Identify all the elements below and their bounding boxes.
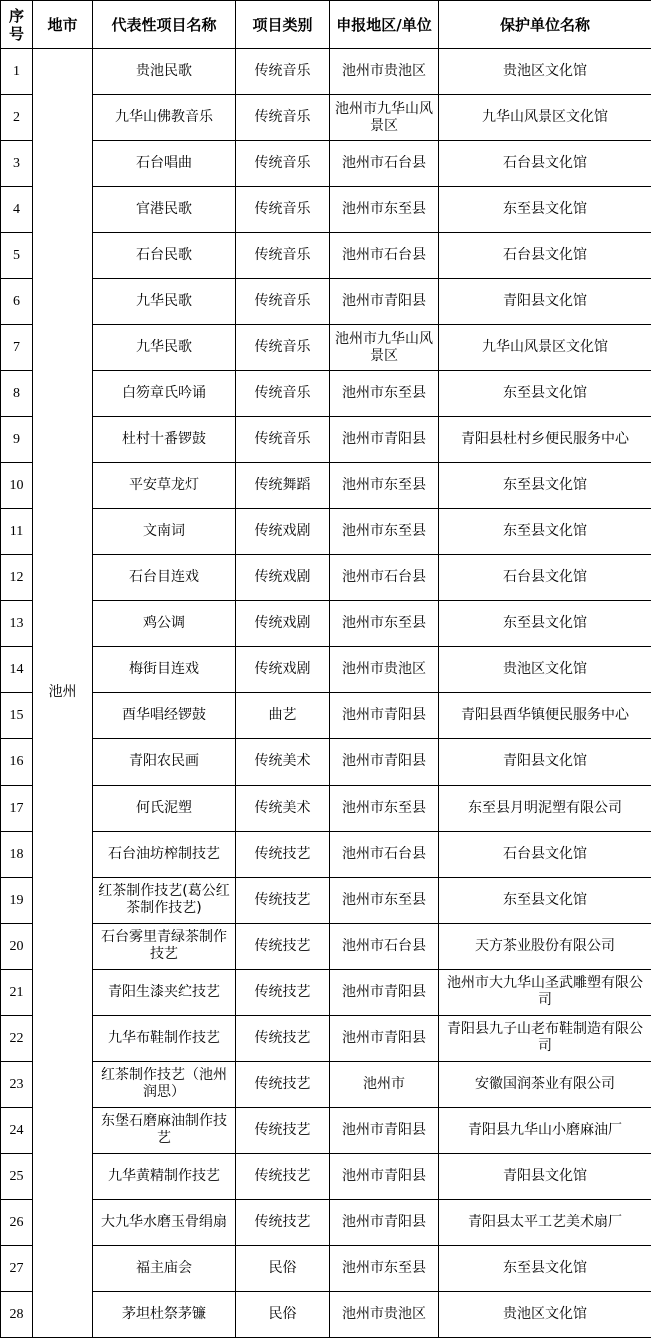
cell-category: 传统音乐 <box>236 417 330 463</box>
cell-index: 6 <box>1 279 33 325</box>
cell-region: 池州市东至县 <box>330 601 439 647</box>
cell-index: 24 <box>1 1107 33 1153</box>
cell-index: 4 <box>1 187 33 233</box>
cell-project-name: 石台目连戏 <box>93 555 236 601</box>
cell-index: 9 <box>1 417 33 463</box>
cell-protector: 贵池区文化馆 <box>439 647 651 693</box>
header-city: 地市 <box>33 1 93 49</box>
table-row <box>1 1107 651 1153</box>
cell-index: 8 <box>1 371 33 417</box>
cell-region: 池州市青阳县 <box>330 1107 439 1153</box>
cell-category: 传统技艺 <box>236 1199 330 1245</box>
cell-protector: 东至县文化馆 <box>439 509 651 555</box>
cell-index: 1 <box>1 49 33 95</box>
header-category: 项目类别 <box>236 1 330 49</box>
cell-index: 12 <box>1 555 33 601</box>
table-row <box>1 279 651 325</box>
cell-project-name: 九华民歌 <box>93 325 236 371</box>
table-header-row <box>1 1 651 49</box>
cell-protector: 东至县文化馆 <box>439 463 651 509</box>
cell-category: 传统技艺 <box>236 1107 330 1153</box>
cell-protector: 青阳县文化馆 <box>439 279 651 325</box>
table-row <box>1 1291 651 1337</box>
cell-category: 传统美术 <box>236 785 330 831</box>
cell-category: 传统音乐 <box>236 371 330 417</box>
table-row <box>1 1015 651 1061</box>
cell-project-name: 茅坦杜祭茅镰 <box>93 1291 236 1337</box>
cell-project-name: 东堡石磨麻油制作技艺 <box>93 1107 236 1153</box>
cell-protector: 九华山风景区文化馆 <box>439 325 651 371</box>
cell-category: 传统音乐 <box>236 49 330 95</box>
cell-category: 民俗 <box>236 1245 330 1291</box>
cell-index: 16 <box>1 739 33 785</box>
cell-protector: 东至县文化馆 <box>439 371 651 417</box>
cell-index: 13 <box>1 601 33 647</box>
cell-project-name: 平安草龙灯 <box>93 463 236 509</box>
cell-protector: 青阳县文化馆 <box>439 1153 651 1199</box>
cell-index: 2 <box>1 95 33 141</box>
cell-category: 传统美术 <box>236 739 330 785</box>
table-row <box>1 417 651 463</box>
cell-region: 池州市石台县 <box>330 831 439 877</box>
cell-protector: 东至县月明泥塑有限公司 <box>439 785 651 831</box>
cell-project-name: 石台油坊榨制技艺 <box>93 831 236 877</box>
cell-project-name: 青阳生漆夹纻技艺 <box>93 969 236 1015</box>
cell-region: 池州市石台县 <box>330 923 439 969</box>
table-row <box>1 233 651 279</box>
cell-category: 传统戏剧 <box>236 601 330 647</box>
table-row <box>1 739 651 785</box>
cell-project-name: 梅街目连戏 <box>93 647 236 693</box>
cell-category: 传统技艺 <box>236 969 330 1015</box>
table-row <box>1 325 651 371</box>
cell-category: 传统音乐 <box>236 233 330 279</box>
cell-category: 传统技艺 <box>236 831 330 877</box>
cell-category: 传统音乐 <box>236 325 330 371</box>
cell-category: 传统戏剧 <box>236 509 330 555</box>
cell-category: 传统戏剧 <box>236 647 330 693</box>
cell-index: 28 <box>1 1291 33 1337</box>
cell-project-name: 福主庙会 <box>93 1245 236 1291</box>
cell-region: 池州市东至县 <box>330 877 439 923</box>
cell-protector: 九华山风景区文化馆 <box>439 95 651 141</box>
table-row <box>1 1061 651 1107</box>
table-row <box>1 141 651 187</box>
cell-protector: 东至县文化馆 <box>439 601 651 647</box>
cell-protector: 池州市大九华山圣武雕塑有限公司 <box>439 969 651 1015</box>
cell-category: 传统技艺 <box>236 923 330 969</box>
table-row <box>1 1199 651 1245</box>
table-row <box>1 49 651 95</box>
cell-region: 池州市青阳县 <box>330 1199 439 1245</box>
cell-project-name: 白笏章氏吟诵 <box>93 371 236 417</box>
cell-index: 22 <box>1 1015 33 1061</box>
cell-region: 池州市贵池区 <box>330 49 439 95</box>
cell-category: 传统技艺 <box>236 1153 330 1199</box>
cell-index: 10 <box>1 463 33 509</box>
cell-index: 23 <box>1 1061 33 1107</box>
cell-category: 传统戏剧 <box>236 555 330 601</box>
cell-protector: 青阳县太平工艺美术扇厂 <box>439 1199 651 1245</box>
cell-index: 14 <box>1 647 33 693</box>
cell-protector: 青阳县九子山老布鞋制造有限公司 <box>439 1015 651 1061</box>
cell-region: 池州市青阳县 <box>330 1015 439 1061</box>
cell-index: 17 <box>1 785 33 831</box>
cell-category: 传统舞蹈 <box>236 463 330 509</box>
table-row <box>1 831 651 877</box>
cell-protector: 石台县文化馆 <box>439 233 651 279</box>
cell-protector: 石台县文化馆 <box>439 141 651 187</box>
cell-region: 池州市贵池区 <box>330 647 439 693</box>
cell-city: 池州 <box>33 49 93 1338</box>
cell-project-name: 石台唱曲 <box>93 141 236 187</box>
cell-index: 11 <box>1 509 33 555</box>
cell-region: 池州市石台县 <box>330 141 439 187</box>
cell-index: 7 <box>1 325 33 371</box>
table-row <box>1 95 651 141</box>
cell-index: 3 <box>1 141 33 187</box>
cell-project-name: 官港民歌 <box>93 187 236 233</box>
cell-project-name: 鸡公调 <box>93 601 236 647</box>
cell-project-name: 红茶制作技艺（池州润思） <box>93 1061 236 1107</box>
cell-protector: 贵池区文化馆 <box>439 49 651 95</box>
cell-region: 池州市东至县 <box>330 509 439 555</box>
table-row <box>1 1153 651 1199</box>
table-row <box>1 785 651 831</box>
cell-index: 18 <box>1 831 33 877</box>
table-row <box>1 923 651 969</box>
cell-project-name: 文南词 <box>93 509 236 555</box>
cell-index: 26 <box>1 1199 33 1245</box>
cell-index: 21 <box>1 969 33 1015</box>
table-body <box>1 49 651 1338</box>
cell-region: 池州市石台县 <box>330 233 439 279</box>
cell-project-name: 青阳农民画 <box>93 739 236 785</box>
table-row <box>1 555 651 601</box>
header-project-name: 代表性项目名称 <box>93 1 236 49</box>
cell-index: 20 <box>1 923 33 969</box>
cell-protector: 青阳县文化馆 <box>439 739 651 785</box>
cell-region: 池州市东至县 <box>330 463 439 509</box>
table-row <box>1 187 651 233</box>
cell-protector: 东至县文化馆 <box>439 1245 651 1291</box>
cell-project-name: 红茶制作技艺(葛公红茶制作技艺) <box>93 877 236 923</box>
cell-project-name: 九华民歌 <box>93 279 236 325</box>
cell-region: 池州市石台县 <box>330 555 439 601</box>
cell-category: 传统技艺 <box>236 877 330 923</box>
cell-category: 传统音乐 <box>236 187 330 233</box>
cell-protector: 青阳县杜村乡便民服务中心 <box>439 417 651 463</box>
cell-index: 5 <box>1 233 33 279</box>
cell-protector: 东至县文化馆 <box>439 187 651 233</box>
cell-region: 池州市青阳县 <box>330 739 439 785</box>
cell-region: 池州市九华山风景区 <box>330 95 439 141</box>
cell-project-name: 贵池民歌 <box>93 49 236 95</box>
cell-protector: 青阳县九华山小磨麻油厂 <box>439 1107 651 1153</box>
header-index: 序号 <box>1 1 33 49</box>
cell-project-name: 酉华唱经锣鼓 <box>93 693 236 739</box>
header-protector: 保护单位名称 <box>439 1 651 49</box>
cell-category: 民俗 <box>236 1291 330 1337</box>
cell-category: 传统音乐 <box>236 279 330 325</box>
cell-protector: 石台县文化馆 <box>439 555 651 601</box>
table-row <box>1 647 651 693</box>
table-row <box>1 1245 651 1291</box>
header-region: 申报地区/单位 <box>330 1 439 49</box>
cell-region: 池州市青阳县 <box>330 1153 439 1199</box>
cell-index: 15 <box>1 693 33 739</box>
table-row <box>1 371 651 417</box>
cell-protector: 石台县文化馆 <box>439 831 651 877</box>
table-row <box>1 693 651 739</box>
cell-project-name: 大九华水磨玉骨绢扇 <box>93 1199 236 1245</box>
cell-protector: 天方茶业股份有限公司 <box>439 923 651 969</box>
cell-index: 19 <box>1 877 33 923</box>
cell-protector: 青阳县酉华镇便民服务中心 <box>439 693 651 739</box>
cell-category: 传统技艺 <box>236 1061 330 1107</box>
cell-region: 池州市青阳县 <box>330 969 439 1015</box>
cell-region: 池州市九华山风景区 <box>330 325 439 371</box>
cell-protector: 东至县文化馆 <box>439 877 651 923</box>
cell-project-name: 九华山佛教音乐 <box>93 95 236 141</box>
table-row <box>1 969 651 1015</box>
cell-protector: 安徽国润茶业有限公司 <box>439 1061 651 1107</box>
cell-project-name: 杜村十番锣鼓 <box>93 417 236 463</box>
table-row <box>1 601 651 647</box>
cell-index: 27 <box>1 1245 33 1291</box>
cell-region: 池州市东至县 <box>330 785 439 831</box>
cell-region: 池州市东至县 <box>330 371 439 417</box>
cell-project-name: 石台雾里青绿茶制作技艺 <box>93 923 236 969</box>
cell-index: 25 <box>1 1153 33 1199</box>
cell-region: 池州市贵池区 <box>330 1291 439 1337</box>
cell-region: 池州市东至县 <box>330 187 439 233</box>
cell-region: 池州市 <box>330 1061 439 1107</box>
cell-region: 池州市青阳县 <box>330 279 439 325</box>
cell-region: 池州市青阳县 <box>330 417 439 463</box>
cell-category: 传统音乐 <box>236 95 330 141</box>
cell-category: 传统音乐 <box>236 141 330 187</box>
cell-category: 曲艺 <box>236 693 330 739</box>
cell-region: 池州市青阳县 <box>330 693 439 739</box>
cell-project-name: 何氏泥塑 <box>93 785 236 831</box>
table-row <box>1 509 651 555</box>
cell-category: 传统技艺 <box>236 1015 330 1061</box>
cell-project-name: 石台民歌 <box>93 233 236 279</box>
table-row <box>1 463 651 509</box>
table-row <box>1 877 651 923</box>
cell-protector: 贵池区文化馆 <box>439 1291 651 1337</box>
cell-region: 池州市东至县 <box>330 1245 439 1291</box>
cell-project-name: 九华布鞋制作技艺 <box>93 1015 236 1061</box>
cell-project-name: 九华黄精制作技艺 <box>93 1153 236 1199</box>
